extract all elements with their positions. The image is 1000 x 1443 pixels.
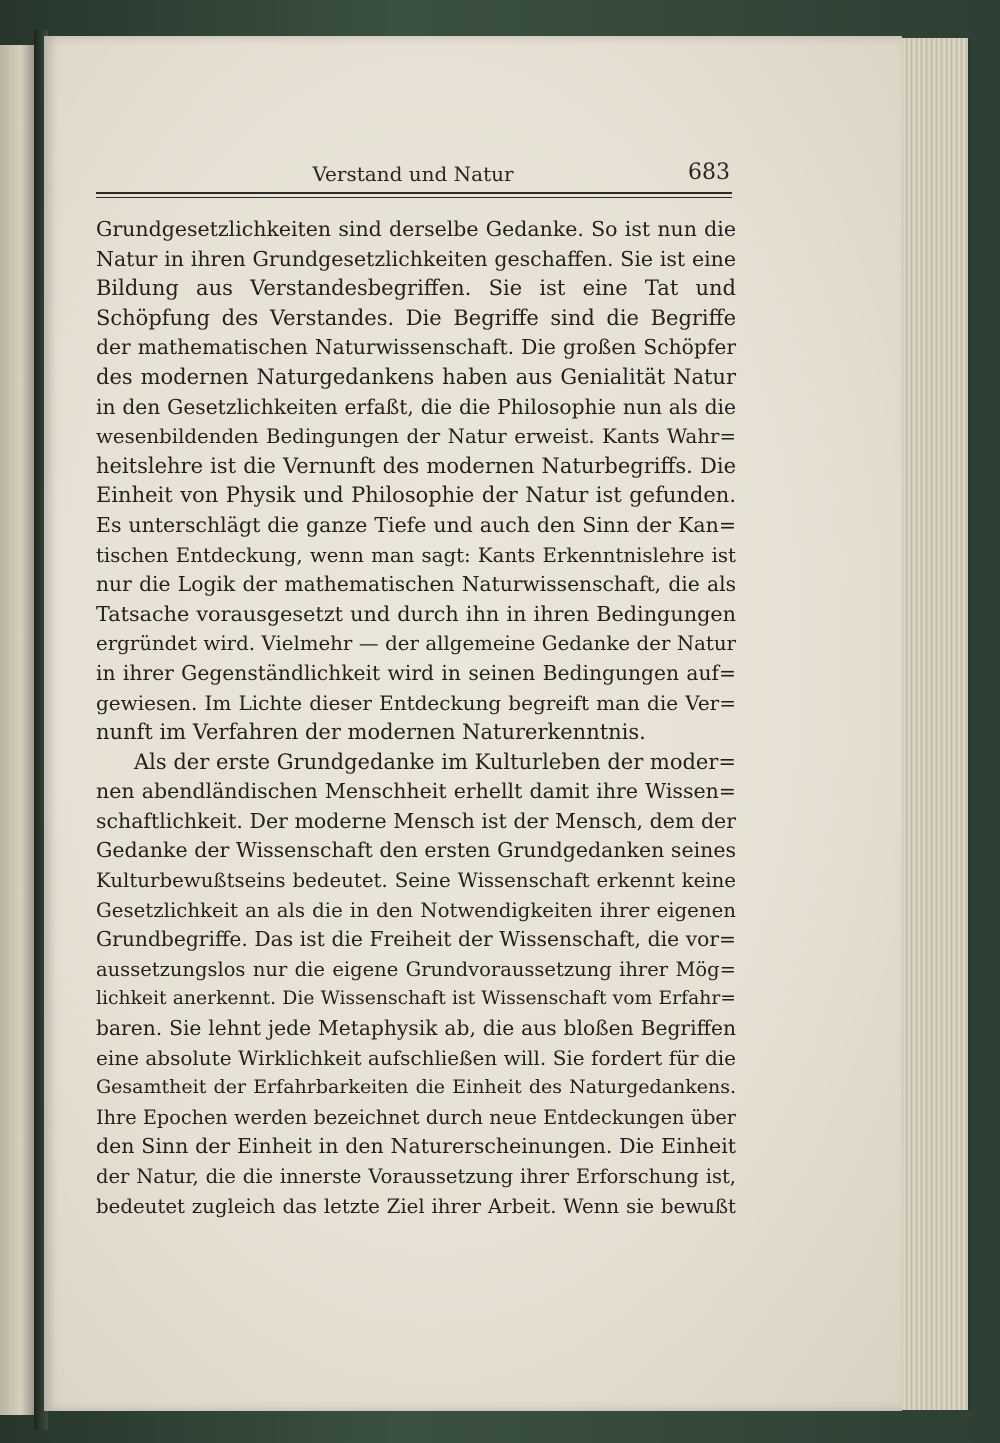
- text-line: ergründet wird. Vielmehr — der allgemeine Gedanke der Natur: [96, 632, 736, 656]
- text-line: Bildung aus Verstandesbegriffen. Sie ist eine Tat und: [96, 276, 736, 301]
- text-line: der Natur, die die innerste Voraussetzung ihrer Erforschung ist,: [96, 1165, 736, 1188]
- text-line: Schöpfung des Verstandes. Die Begriffe sind die Begriffe: [96, 305, 736, 330]
- text-line: Ihre Epochen werden bezeichnet durch neue Entdeckungen über: [96, 1105, 736, 1129]
- text-line: Kulturbewußtseins bedeutet. Seine Wissenschaft erkennt keine: [96, 869, 736, 893]
- facing-page-edge: [0, 45, 36, 1415]
- text-line: nur die Logik der mathematischen Naturwissenschaft, die als: [96, 572, 736, 597]
- text-line: gewiesen. Im Lichte dieser Entdeckung begreift man die Ver=: [96, 690, 736, 715]
- text-line: in den Gesetzlichkeiten erfaßt, die die Philosophie nun als die: [96, 394, 736, 419]
- text-line: Gedanke der Wissenschaft den ersten Grundgedanken seines: [96, 838, 736, 863]
- text-line: Gesetzlichkeit an als die in den Notwendigkeiten ihrer eigenen: [96, 898, 736, 922]
- text-line: in ihrer Gegenständlichkeit wird in seinen Bedingungen auf=: [96, 660, 736, 685]
- page-block-edges: [898, 38, 971, 1410]
- text-line: tischen Entdeckung, wenn man sagt: Kants Erkenntnislehre ist: [96, 543, 736, 567]
- text-line: Gesamtheit der Erfahrbarkeiten die Einheit des Naturgedankens.: [96, 1076, 736, 1099]
- text-line: der mathematischen Naturwissenschaft. Die großen Schöpfer: [96, 335, 736, 360]
- header-rule-thin: [96, 197, 732, 198]
- text-line: Grundbegriffe. Das ist die Freiheit der Wissenschaft, die vor=: [96, 927, 736, 952]
- header-rule: [96, 192, 732, 194]
- text-line: wesenbildenden Bedingungen der Natur erweist. Kants Wahr=: [96, 425, 736, 449]
- text-line: schaftlichkeit. Der moderne Mensch ist der Mensch, dem der: [96, 808, 736, 833]
- text-line: Tatsache vorausgesetzt und durch ihn in ihren Bedingungen: [96, 601, 736, 626]
- text-line: heitslehre ist die Vernunft des modernen Naturbegriffs. Die: [96, 453, 736, 478]
- paragraph-2: [96, 748, 736, 1222]
- text-line: Einheit von Physik und Philosophie der Natur ist gefunden.: [96, 483, 736, 508]
- paragraph-1: [96, 215, 736, 748]
- text-line: Es unterschlägt die ganze Tiefe und auch den Sinn der Kan=: [96, 512, 736, 537]
- text-line: Grundgesetzlichkeiten sind derselbe Gedanke. So ist nun die: [96, 217, 736, 241]
- page-header: [96, 162, 730, 192]
- text-line: des modernen Naturgedankens haben aus Genialität Natur: [96, 364, 736, 389]
- running-title: Verstand und Natur: [312, 162, 514, 186]
- text-line: lichkeit anerkennt. Die Wissenschaft ist Wissenschaft vom Erfahr=: [96, 988, 736, 1010]
- text-line: bedeutet zugleich das letzte Ziel ihrer Arbeit. Wenn sie bewußt: [96, 1194, 736, 1218]
- text-line: baren. Sie lehnt jede Metaphysik ab, die aus bloßen Begriffen: [96, 1016, 736, 1041]
- text-line: aussetzungslos nur die eigene Grundvoraussetzung ihrer Mög=: [96, 957, 736, 981]
- text-line: Als der erste Grundgedanke im Kulturleben der moder=: [134, 749, 736, 774]
- text-line: den Sinn der Einheit in den Naturerscheinungen. Die Einheit: [96, 1134, 736, 1159]
- text-line: nen abendländischen Menschheit erhellt damit ihre Wissen=: [96, 779, 736, 804]
- text-line: nunft im Verfahren der modernen Naturerkenntnis.: [96, 720, 646, 745]
- text-line: Natur in ihren Grundgesetzlichkeiten geschaffen. Sie ist eine: [96, 246, 736, 271]
- body-text: [96, 215, 736, 1221]
- text-line: eine absolute Wirklichkeit aufschließen will. Sie fordert für die: [96, 1045, 736, 1070]
- page-number: 683: [688, 160, 730, 185]
